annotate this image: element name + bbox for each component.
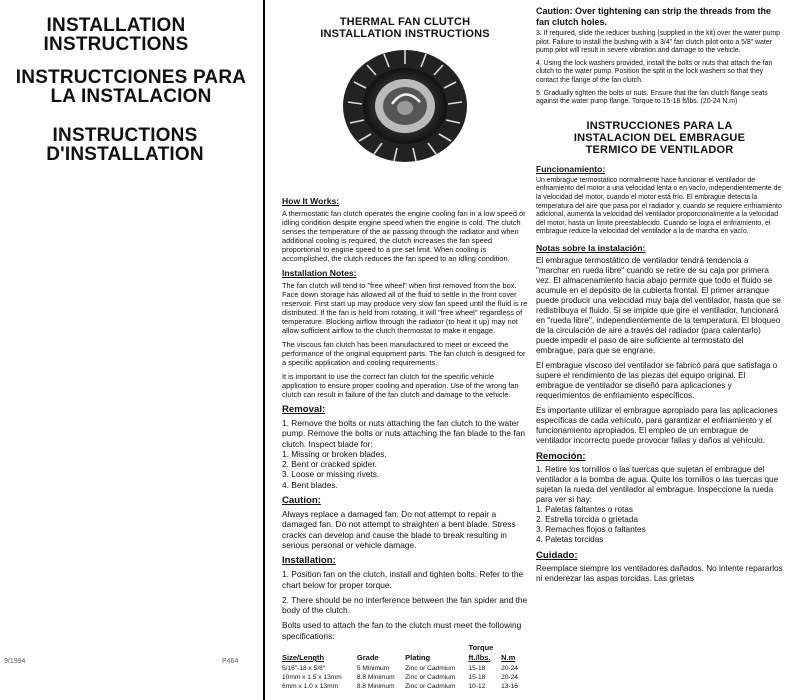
list-item: 3. Remaches flojos o faltantes bbox=[536, 524, 646, 534]
list-item: 1. Missing or broken blades. bbox=[282, 448, 387, 459]
table-row bbox=[282, 672, 524, 681]
removal-steps bbox=[282, 418, 528, 490]
torque-header: Torque bbox=[468, 643, 494, 653]
list-item: 2. Bent or cracked spider. bbox=[282, 459, 377, 470]
list-item: 4. Paletas torcidas bbox=[536, 534, 604, 544]
column-header: Size/Length bbox=[282, 653, 325, 663]
how-it-works-text: A thermostatic fan clutch operates the engine cooling fan in a low speed or idling condition despite engine speed when the engine is cold. The clutch senses the temperature of the air passing through the radiator and when additional cooling is required, the clutch increases the fan speed proportional to engine speed to a pre set limit. When cooling is accomplished, the clutch reduces the fan speed to an idling condition. bbox=[282, 209, 526, 263]
bolts-spec-text: Bolts used to attach the fan to the clutch must meet the following specifications: bbox=[282, 620, 522, 641]
table-cell: 15-18 bbox=[468, 674, 486, 682]
table-cell: 10mm x 1.5 x 13mm bbox=[282, 674, 342, 682]
table-cell: Zinc or Cadmium bbox=[405, 674, 456, 682]
table-cell: 6mm x 1.0 x 13mm bbox=[282, 683, 339, 691]
english-title: INSTALLATION INSTRUCTIONS bbox=[43, 15, 189, 55]
notas-heading: Notas sobre la instalación: bbox=[536, 242, 646, 253]
spanish-title: INSTRUCTCIONES PARA LA INSTALACION bbox=[15, 67, 247, 107]
list-item: 1. Remove the bolts or nuts attaching the fan clutch to the water pump. Remove the bolts or nuts attaching the fan blade to the fan clutch. Inspect blade for: bbox=[282, 418, 526, 449]
column-header: ft./lbs. bbox=[468, 653, 491, 663]
installation-step: 4. Using the lock washers provided, install the bolts or nuts that attach the fan clutch to the water pump. Position the split in the lock washers so that they contact the flange of the fan clutch. bbox=[536, 59, 773, 84]
cuidado-text: Reemplace siempre los ventiladores dañados. No intente repararlos ni enderezar las aspas torcidas. Las grietas bbox=[536, 563, 783, 583]
installation-step: 2. There should be no interference between the fan spider and the body of the clutch. bbox=[282, 594, 528, 616]
fan-clutch-photo bbox=[330, 46, 480, 166]
table-cell: Zinc or Cadmium bbox=[405, 665, 456, 673]
torque-caution: Caution: Over tightening can strip the threads from the fan clutch holes. bbox=[536, 6, 772, 27]
table-cell: 10-12 bbox=[468, 683, 486, 691]
column-header: Plating bbox=[405, 653, 431, 663]
cuidado-heading: Cuidado: bbox=[536, 549, 578, 561]
table-cell: 20-24 bbox=[501, 674, 518, 682]
list-item: 1. Paletas faltantes o rotas bbox=[536, 504, 633, 514]
table-row bbox=[282, 681, 524, 690]
list-item: 1. Retire los tornillos o las tuercas que sujetan el embrague del ventilador a la bomba de agua. Quite los tornillos o las tuercas que sujetan la rueda del ventilador al embrague. Inspeccione la rueda para ver si hay: bbox=[536, 464, 779, 504]
column-divider bbox=[263, 0, 265, 700]
installation-step: 1. Position fan on the clutch, install and tighten bolts. Refer to the chart below for proper torque. bbox=[282, 569, 524, 590]
spanish-document-title: INSTRUCCIONES PARA LA INSTALACION DEL EMBRAGUE TERMICO DE VENTILADOR bbox=[573, 119, 746, 156]
caution-heading: Caution: bbox=[282, 495, 321, 507]
table-cell: 8.8 Minimum bbox=[356, 683, 395, 691]
document-title: THERMAL FAN CLUTCH INSTALLATION INSTRUCTIONS bbox=[320, 16, 490, 40]
table-cell: 20-24 bbox=[501, 665, 518, 673]
french-title: INSTRUCTIONS D'INSTALLATION bbox=[46, 125, 204, 165]
table-cell: Zinc or Cadmium bbox=[405, 683, 456, 691]
installation-heading: Installation: bbox=[282, 555, 336, 567]
installation-notes-text: The fan clutch will tend to "free wheel" when first removed from the box. Face down storage has allowed all of the fluid to settle in the front cover reservoir. First start up may produce very slow fan speed until the fluid is re distributed. If the fan is held from rotating, it will "free wheel" regardless of temperature. Blocking airflow through the radiator (to heat it up) may not allow sufficient airflow to the clutch thermostat to make it engage. bbox=[282, 281, 528, 335]
notas-text: El embrague termostático de ventilador tendrá tendencia a "marchar en rueda libre" cuando se retire de su caja por primera vez. El almacenamiento hacia abajo permite que todo el fluido se acumule en el depósito de la cubierta frontal. El primer arranque puede producir una velocidad muy baja del ventilador, hasta que se redistribuya el fluido. Si se impide que gire el ventilador, funcionará en "rueda libre", independientemente de la temperatura. El bloqueo de la circulación de aire a través del radiador (para calentarlo) puede impedir el paso de aire suficiente al termostato del embrague, para que se engrane. bbox=[536, 255, 781, 355]
viscoso-text: El embrague viscoso del ventilador se fabricó para que satisfaga o supere el rendimiento de las piezas del equipo original. El embrague de ventilador se diseñó para aplicaciones y requerimientos de enfriamiento específicos. bbox=[536, 360, 778, 400]
table-cell: 13-16 bbox=[501, 683, 518, 691]
spanish-instructions bbox=[536, 0, 783, 700]
importante-text: Es importante utilizar el embrague apropiado para las aplicaciones específicas de cada vehículo, para garantizar el enfriamiento y el funcionamiento apropiados. El empleo de un embrague de ventilador incorrecto puede provocar fallas y daños al vehículo. bbox=[536, 405, 778, 445]
remocion-heading: Remoción: bbox=[536, 450, 586, 462]
caution-text: Always replace a damaged fan. Do not attempt to repair a damaged fan. Do not attempt to straighten a bent blade. Stress cracks can develop and cause the blade to break resulting in serious personal or vehicle damage. bbox=[282, 509, 516, 550]
column-header: N.m bbox=[501, 653, 516, 663]
list-item: 2. Estrella torcida o grietada bbox=[536, 514, 638, 524]
list-item: 4. Bent blades. bbox=[282, 479, 338, 490]
table-cell: 5/16"-18 x 5/8" bbox=[282, 665, 326, 673]
important-text: It is important to use the correct fan clutch for the specific vehicle application to ensure proper cooling and operation. Use of the wrong fan clutch can result in failure of the fan clutch and damage to the vehicle. bbox=[282, 372, 519, 399]
table-cell: 15-18 bbox=[468, 665, 486, 673]
viscous-text: The viscous fan clutch has been manufactured to meet or exceed the performance of the original equipment parts. The fan clutch is designed for a specific application and cooling requirements. bbox=[282, 340, 526, 367]
date-footer: 9/1994 bbox=[4, 658, 26, 665]
bolt-spec-table bbox=[282, 643, 524, 690]
part-number-footer: P464 bbox=[222, 658, 239, 665]
installation-step: 5. Gradually tighten the bolts or nuts. Ensure that the fan clutch flange seats against the water pump flange. Torque to 15-18 ft/lbs. (20-24 N.m) bbox=[536, 89, 768, 106]
english-instructions bbox=[282, 0, 528, 700]
installation-step: 3. If required, slide the reducer bushing (supplied in the kit) over the water pump pilot. Failure to install the bushing with a 3/4" fan clutch pilot onto a 5/8" water pump pilot will result in severe vibration and damage to the vehicle. bbox=[536, 30, 780, 55]
column-header: Grade bbox=[356, 653, 379, 663]
title-column bbox=[0, 0, 262, 700]
table-row bbox=[282, 663, 524, 672]
installation-notes-heading: Installation Notes: bbox=[282, 268, 357, 278]
remocion-steps bbox=[536, 465, 783, 545]
removal-heading: Removal: bbox=[282, 404, 326, 415]
how-it-works-heading: How It Works: bbox=[282, 196, 340, 206]
list-item: 3. Loose or missing rivets. bbox=[282, 469, 380, 480]
funcionamiento-text: Un embrague termostático normalmente hace funcionar el ventilador de enfriamiento del motor a una velocidad lenta o en vacío, independientemente de la velocidad del motor, cuando el motor está frío. El embrague detecta la temperatura del aire que pasa por el radiador y, cuando se requiere enfriamiento adicional, aumenta la velocidad del ventilador proporcionalmente a la velocidad del motor, hasta un límite preestablecido. Cuando se logra el enfriamiento, el embrague reduce la velocidad del ventilador a la de marcha en vacío. bbox=[536, 176, 782, 236]
table-cell: 8.8 Minimum bbox=[356, 674, 395, 682]
funcionamiento-heading: Funcionamiento: bbox=[536, 163, 606, 174]
table-cell: 5 Minimum bbox=[356, 665, 390, 673]
